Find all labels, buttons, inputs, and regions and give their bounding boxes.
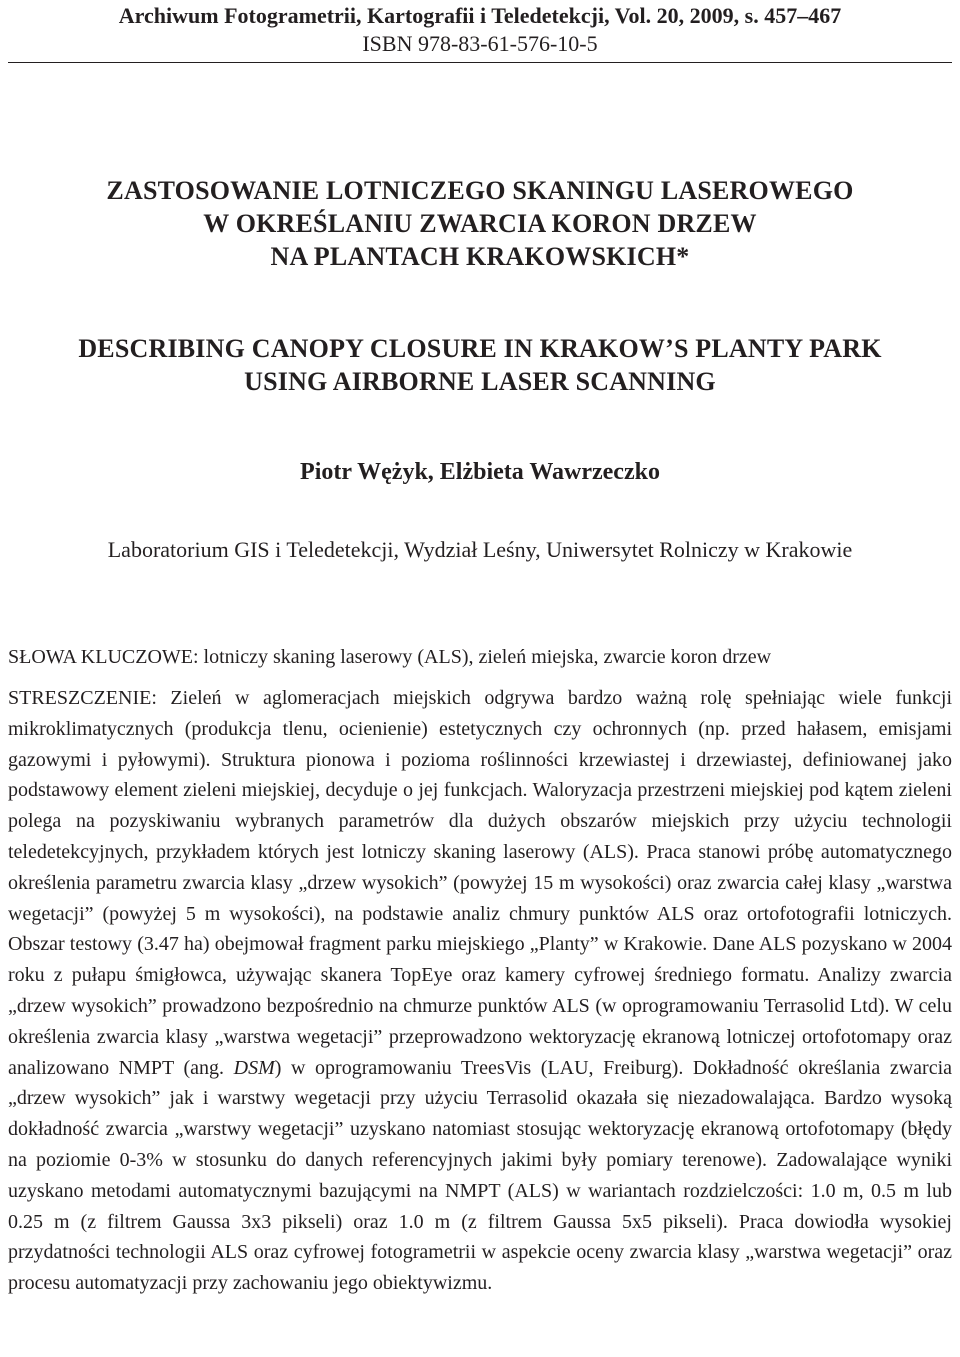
title-polish-line: ZASTOSOWANIE LOTNICZEGO SKANINGU LASEROWEGO xyxy=(106,176,854,205)
title-polish-line: NA PLANTACH KRAKOWSKICH* xyxy=(270,242,690,271)
affiliation: Laboratorium GIS i Teledetekcji, Wydział Leśny, Uniwersytet Rolniczy w Krakowie xyxy=(107,537,853,562)
title-english xyxy=(0,332,960,398)
abstract-text-part2: ) w oprogramowaniu TreesVis (LAU, Freiburg). Dokładność określania zwarcia „drzew wysokich” jak i warstwy wegetacji przy użyciu Terrasolid okazała się niezadowalająca. Bardzo wysoką dokładność zwarcia „warstwy wegetacji” uzyskano natomiast stosując wektoryzację ekranową ortofotomapy (błędy na poziomie 0-3% w stosunku do danych referencyjnych jakimi były pomiary terenowe). Zadowalające wyniki uzyskano metodami automatycznymi bazującymi na NMPT (ALS) w wariantach rozdzielczości: 1.0 m, 0.5 m lub 0.25 m (z filtrem Gaussa 3x3 pikseli) oraz 1.0 m (z filtrem Gaussa 5x5 pikseli). Praca dowiodła wysokiej przydatności technologii ALS oraz cyfrowej fotogrametrii w aspekcie oceny zwarcia klasy „warstwa wegetacji” oraz procesu automatyzacji przy zachowaniu jego obiektywizmu. xyxy=(8,1056,953,1295)
keywords-label: SŁOWA KLUCZOWE: xyxy=(8,646,199,668)
header-rule xyxy=(8,62,952,63)
abstract-dsm-term: DSM xyxy=(233,1056,275,1079)
journal-citation: Archiwum Fotogrametrii, Kartografii i Teledetekcji, Vol. 20, 2009, s. 457–467 xyxy=(118,3,842,28)
abstract-text-part1: Zieleń w aglomeracjach miejskich odgrywa bardzo ważną rolę spełniając wiele funkcji mikroklimatycznych (produkcja tlenu, ocienienie) estetycznych czy ochronnych (np. przed hałasem, emisjami gazowymi i pyłowymi). Struktura pionowa i pozioma roślinności krzewiastej i drzewiastej, definiowanej jako podstawowy element zieleni miejskiej, decyduje o jej funkcjach. Waloryzacja przestrzeni miejskiej pod kątem zieleni polega na pozyskiwaniu wybranych parametrów dla dużych obszarów miejskich przy użyciu technologii teledetekcyjnych, przykładem których jest lotniczy skaning laserowy (ALS). Praca stanowi próbę automatycznego określenia parametru zwarcia klasy „drzew wysokich” (powyżej 15 m wysokości) oraz zwarcia całej klasy „warstwa wegetacji” (powyżej 5 m wysokości), na podstawie analiz chmury punktów ALS oraz ortofotografii lotniczych. Obszar testowy (3.47 ha) obejmował fragment parku miejskiego „Planty” w Krakowie. Dane ALS pozyskano w 2004 roku z pułapu śmigłowca, używając skanera TopEye oraz kamery cyfrowej średniego formatu. Analizy zwarcia „drzew wysokich” prowadzono bezpośrednio na chmurze punktów ALS (w oprogramowaniu Terrasolid Ltd). W celu określenia zwarcia klasy „warstwa wegetacji” przeprowadzono wektoryzację ekranową lotniczej ortofotomapy oraz analizowano NMPT (ang. xyxy=(8,687,953,1079)
title-polish-line: W OKREŚLANIU ZWARCIA KORON DRZEW xyxy=(203,209,757,238)
isbn-line: ISBN 978-83-61-576-10-5 xyxy=(362,31,598,56)
abstract xyxy=(8,683,952,1299)
keywords-text: lotniczy skaning laserowy (ALS), zieleń miejska, zwarcie koron drzew xyxy=(203,646,772,668)
abstract-label: STRESZCZENIE: xyxy=(8,687,157,709)
authors: Piotr Wężyk, Elżbieta Wawrzeczko xyxy=(300,459,660,485)
title-english-line: DESCRIBING CANOPY CLOSURE IN KRAKOW’S PLANTY PARK xyxy=(78,334,882,363)
keywords xyxy=(8,643,952,671)
title-polish xyxy=(0,174,960,273)
title-english-line: USING AIRBORNE LASER SCANNING xyxy=(244,367,716,396)
journal-header xyxy=(0,2,960,58)
